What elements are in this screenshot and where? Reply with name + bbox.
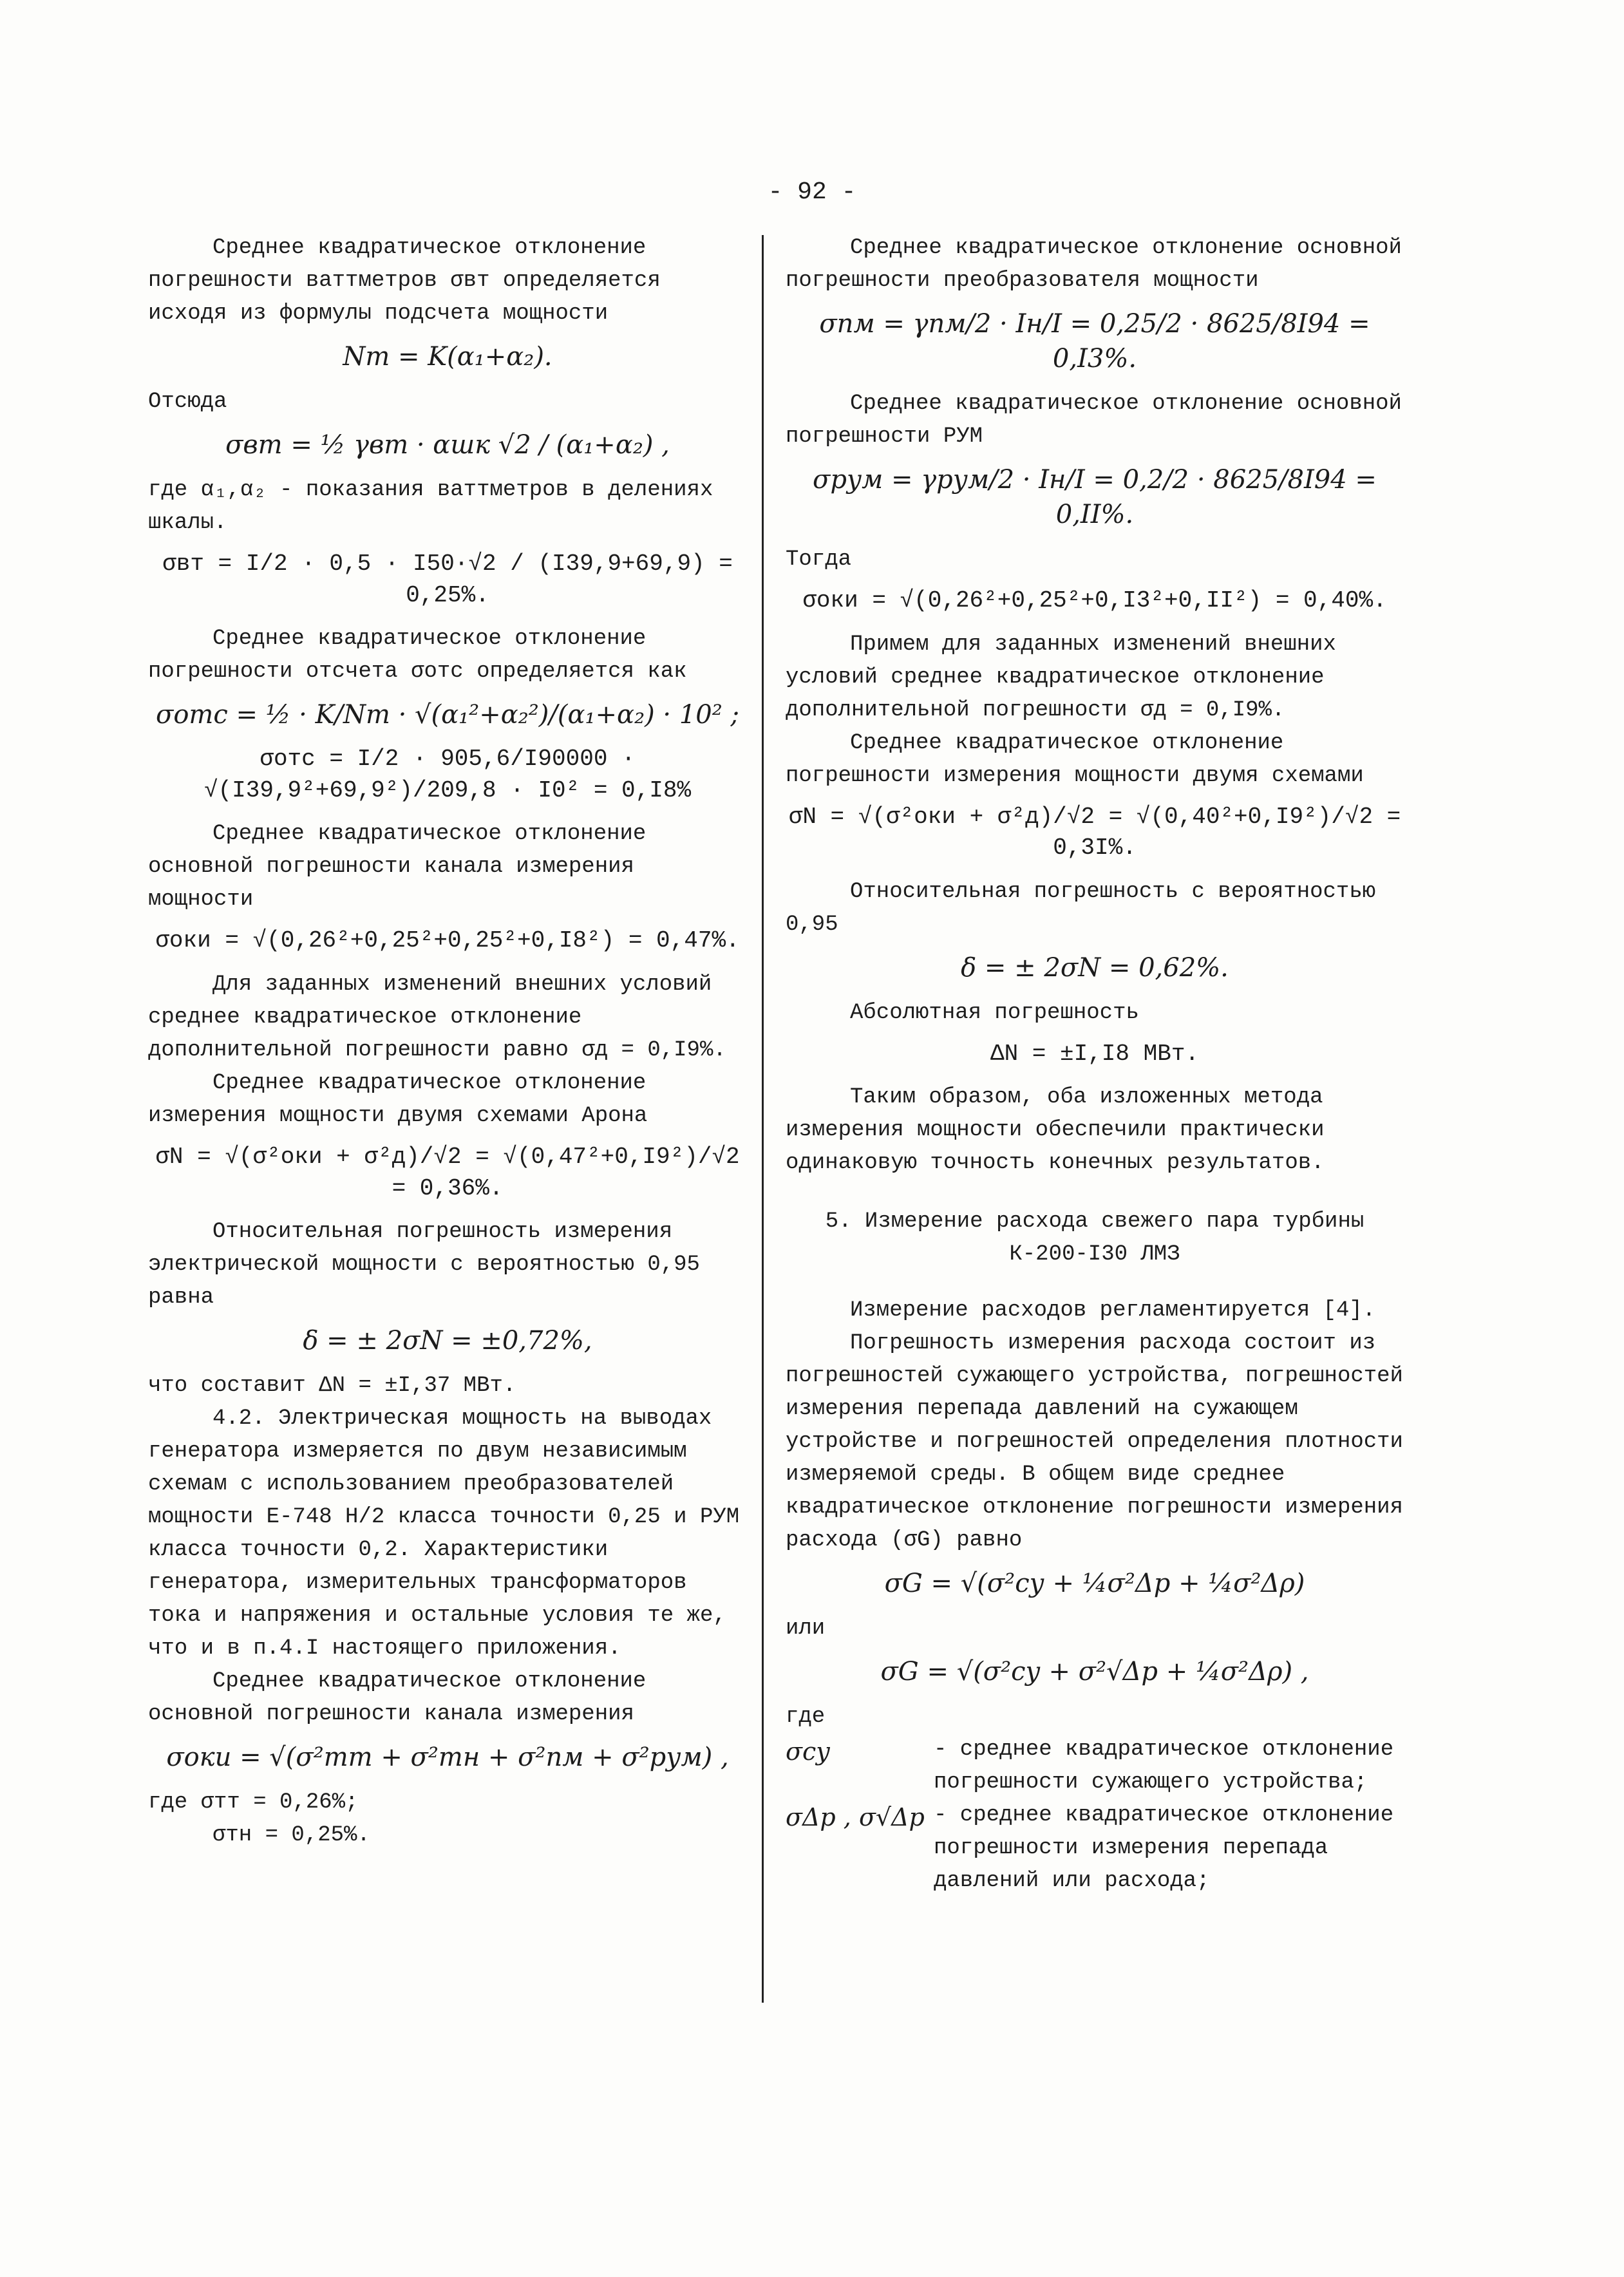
definition-symbol: σсу — [786, 1737, 831, 1766]
paragraph: Среднее квадратическое отклонение основной погрешности канала измерения мощности — [148, 822, 647, 912]
paragraph: Примем для заданных изменений внешних условий среднее квадратическое отклонение дополнительной погрешности σд = 0,I9%. — [786, 632, 1336, 723]
paragraph: где — [786, 1705, 826, 1730]
paragraph: что составит ΔN = ±I,37 МВт. — [148, 1374, 516, 1399]
paragraph: Абсолютная погрешность — [850, 1000, 1139, 1025]
formula-sigma-g-2: σG = √(σ²су + σ²√Δp + ¼σ²Δρ) , — [880, 1657, 1309, 1687]
paragraph: Среднее квадратическое отклонение погрешности измерения мощности двумя схемами — [786, 730, 1364, 788]
page-number: - 92 - — [768, 178, 856, 206]
paragraph: Относительная погрешность с вероятностью 0,95 — [786, 879, 1376, 937]
formula-sigma-oku: σоки = √(0,26²+0,25²+0,I3²+0,II²) = 0,40%. — [802, 587, 1387, 614]
paragraph: Тогда — [786, 547, 852, 572]
formula-sigma-n: σN = √(σ²оки + σ²д)/√2 = √(0,47²+0,I9²)/√2 = 0,36%. — [155, 1143, 740, 1202]
formula-sigma-otc: σотс = ½ · K/Nт · √(α₁²+α₂²)/(α₁+α₂) · 10² ; — [156, 700, 739, 730]
formula-sigma-otc-value: σотс = I/2 · 905,6/I90000 · √(I39,9²+69,9²)/209,8 · I0² = 0,I8% — [203, 746, 692, 804]
paragraph: Погрешность измерения расхода состоит из погрешностей сужающего устройства, погрешностей измерения перепада давлений на сужающем устройстве и погрешностей определения плотности измеряемой среды. В общем виде среднее квадратическое отклонение погрешности измерения расхода (σG) равно — [786, 1331, 1403, 1553]
left-column — [148, 232, 747, 1852]
formula-delta: δ = ± 2σN = 0,62%. — [961, 952, 1229, 983]
formula-sigma-oku-2: σоки = √(σ²тт + σ²тн + σ²пм + σ²рум) , — [166, 1743, 729, 1773]
paragraph: где σтт = 0,26%; — [148, 1790, 359, 1815]
paragraph: где α₁,α₂ - показания ваттметров в делениях шкалы. — [148, 478, 713, 535]
paragraph: Отсюда — [148, 390, 227, 414]
definition-text: - среднее квадратическое отклонение погрешности измерения перепада давлений или расхода; — [934, 1803, 1394, 1894]
paragraph: Измерение расходов регламентируется [4]. — [850, 1298, 1376, 1323]
formula-absolute-error: ΔN = ±I,I8 МВт. — [990, 1040, 1200, 1067]
definition-symbol: σΔp , σ√Δp — [786, 1803, 925, 1832]
paragraph: Среднее квадратическое отклонение погрешности отсчета σотс определяется как — [148, 627, 687, 685]
formula-sigma-pm: σпм = γпм/2 · Iн/I = 0,25/2 · 8625/8I94 = 0,I3%. — [819, 309, 1370, 373]
paragraph: Таким образом, оба изложенных метода измерения мощности обеспечили практически одинаковую точность конечных результатов. — [786, 1085, 1325, 1176]
formula-sigma-n: σN = √(σ²оки + σ²д)/√2 = √(0,40²+0,I9²)/√2 = 0,3I%. — [788, 803, 1401, 862]
paragraph: 4.2. Электрическая мощность на выводах генератора измеряется по двум независимым схемам с использованием преобразователей мощности Е-748 Н/2 класса точности 0,25 и РУМ класса точности 0,2. Характеристики генератора, измерительных трансформаторов тока и напряжения и остальные условия те же, что и в п.4.I настоящего приложения. — [148, 1406, 740, 1661]
formula-sigma-bt-value: σвт = I/2 · 0,5 · I50·√2 / (I39,9+69,9) = 0,25%. — [162, 551, 733, 609]
paragraph: Среднее квадратическое отклонение основной погрешности канала измерения — [148, 1669, 647, 1727]
paragraph: σтн = 0,25%. — [212, 1823, 370, 1848]
right-column — [786, 232, 1404, 1898]
paragraph: Для заданных изменений внешних условий среднее квадратическое отклонение дополнительной погрешности равно σд = 0,I9%. — [148, 972, 726, 1063]
formula-sigma-bt: σвт = ½ γвт · αшк √2 / (α₁+α₂) , — [225, 430, 670, 460]
paragraph: Относительная погрешность измерения электрической мощности с вероятностью 0,95 равна — [148, 1220, 700, 1310]
formula-power: Nт = K(α₁+α₂). — [343, 342, 552, 372]
definition-list — [786, 1734, 1404, 1898]
column-divider — [762, 235, 764, 2003]
formula-sigma-g-1: σG = √(σ²су + ¼σ²Δp + ¼σ²Δρ) — [884, 1569, 1305, 1599]
paragraph: Среднее квадратическое отклонение погрешности ваттметров σвт определяется исходя из формулы подсчета мощности — [148, 236, 661, 326]
formula-delta: δ = ± 2σN = ±0,72%, — [303, 1326, 592, 1356]
paragraph: Среднее квадратическое отклонение основной погрешности преобразователя мощности — [786, 236, 1402, 293]
formula-sigma-rum: σрум = γрум/2 · Iн/I = 0,2/2 · 8625/8I94 = 0,II%. — [813, 465, 1377, 529]
section-heading: 5. Измерение расхода свежего пара турбины К-200-I30 ЛМЗ — [825, 1209, 1364, 1267]
paragraph: или — [786, 1616, 826, 1641]
paragraph: Среднее квадратическое отклонение измерения мощности двумя схемами Арона — [148, 1070, 648, 1128]
paragraph: Среднее квадратическое отклонение основной погрешности РУМ — [786, 392, 1402, 449]
definition-text: - среднее квадратическое отклонение погрешности сужающего устройства; — [934, 1737, 1394, 1795]
formula-sigma-oku: σоки = √(0,26²+0,25²+0,25²+0,I8²) = 0,47%. — [155, 927, 740, 954]
